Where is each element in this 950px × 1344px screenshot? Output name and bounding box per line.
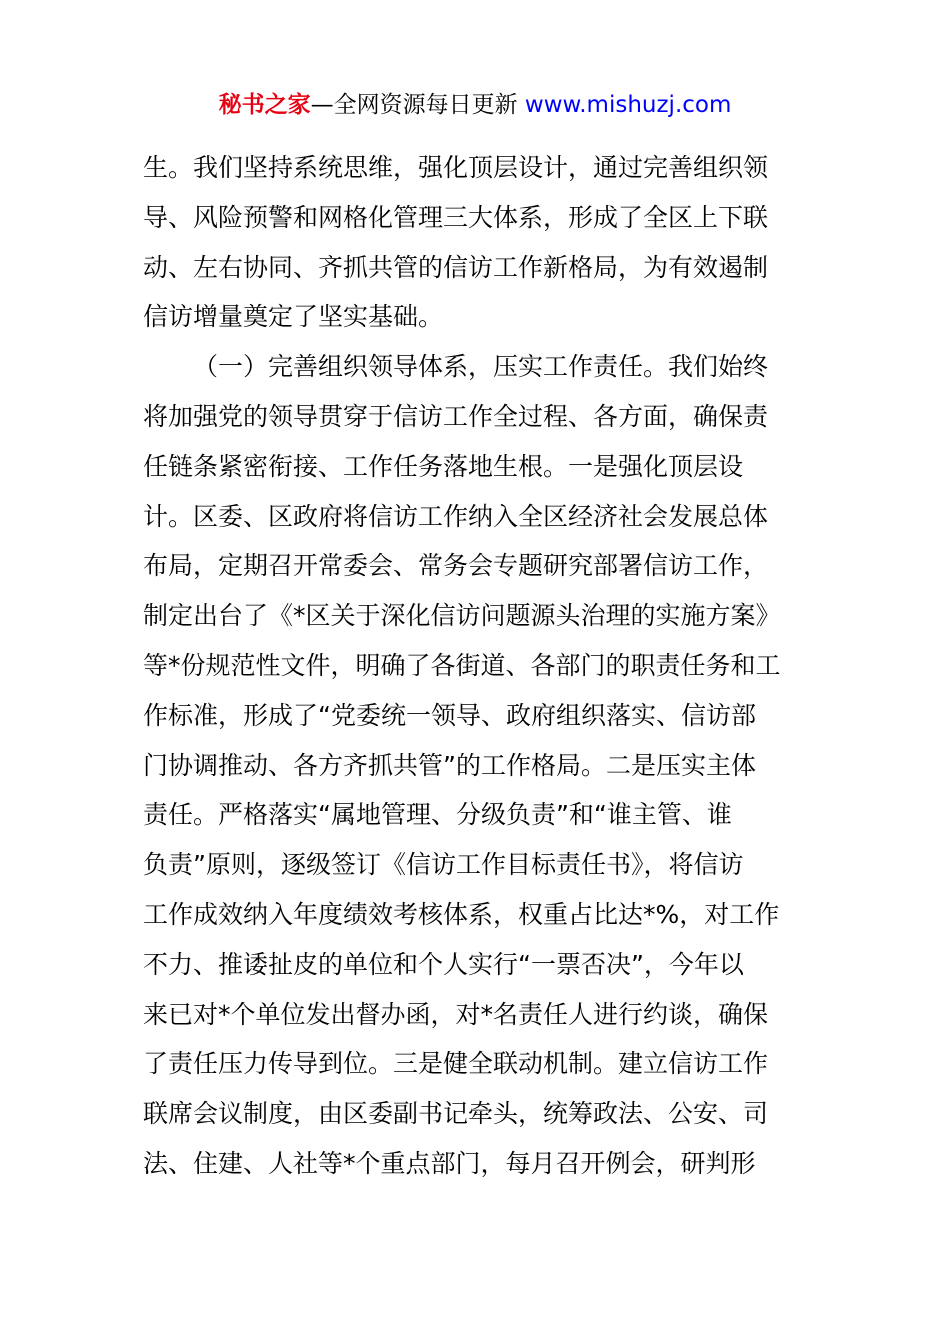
text-line: 不力、推诿扯皮的单位和个人实行“一票否决”，今年以 (143, 949, 744, 979)
text-line: 了责任压力传导到位。三是健全联动机制。建立信访工作 (143, 1049, 769, 1079)
text-line: 门协调推动、各方齐抓共管”的工作格局。二是压实主体 (143, 750, 756, 780)
text-line: 责任。严格落实“属地管理、分级负责”和“谁主管、谁 (143, 800, 732, 830)
text-line: 作标准，形成了“党委统一领导、政府组织落实、信访部 (143, 700, 756, 730)
text-line: 法、住建、人社等*个重点部门，每月召开例会，研判形 (143, 1148, 756, 1178)
site-slogan: —全网资源每日更新 (310, 92, 525, 118)
text-line: 导、风险预警和网格化管理三大体系，形成了全区上下联 (143, 202, 769, 232)
text-line: 布局，定期召开常委会、常务会专题研究部署信访工作， (143, 551, 769, 581)
text-line: 制定出台了《*区关于深化信访问题源头治理的实施方案》 (143, 601, 781, 631)
text-line: 任链条紧密衔接、工作任务落地生根。一是强化顶层设 (143, 451, 744, 481)
text-line: 计。区委、区政府将信访工作纳入全区经济社会发展总体 (143, 501, 769, 531)
section-heading-line: （一）完善组织领导体系，压实工作责任。我们始终 (193, 352, 769, 382)
text-line: 等*份规范性文件，明确了各街道、各部门的职责任务和工 (143, 650, 781, 680)
text-line: 信访增量奠定了坚实基础。 (143, 302, 444, 332)
text-line: 联席会议制度，由区委副书记牵头，统筹政法、公安、司 (143, 1099, 769, 1129)
text-line: 动、左右协同、齐抓共管的信访工作新格局，为有效遏制 (143, 252, 769, 282)
text-line: 负责”原则，逐级签订《信访工作目标责任书》，将信访 (143, 850, 744, 880)
text-line: 生。我们坚持系统思维，强化顶层设计，通过完善组织领 (143, 153, 769, 182)
site-header (0, 88, 950, 122)
text-line: 来已对*个单位发出督办函，对*名责任人进行约谈，确保 (143, 999, 769, 1029)
document-body (143, 143, 808, 1189)
text-line: 工作成效纳入年度绩效考核体系，权重占比达*%，对工作 (143, 899, 780, 929)
site-brand: 秘书之家 (218, 92, 311, 118)
text-line: 将加强党的领导贯穿于信访工作全过程、各方面，确保责 (143, 401, 769, 431)
site-url-link[interactable]: www.mishuzj.com (524, 92, 732, 118)
